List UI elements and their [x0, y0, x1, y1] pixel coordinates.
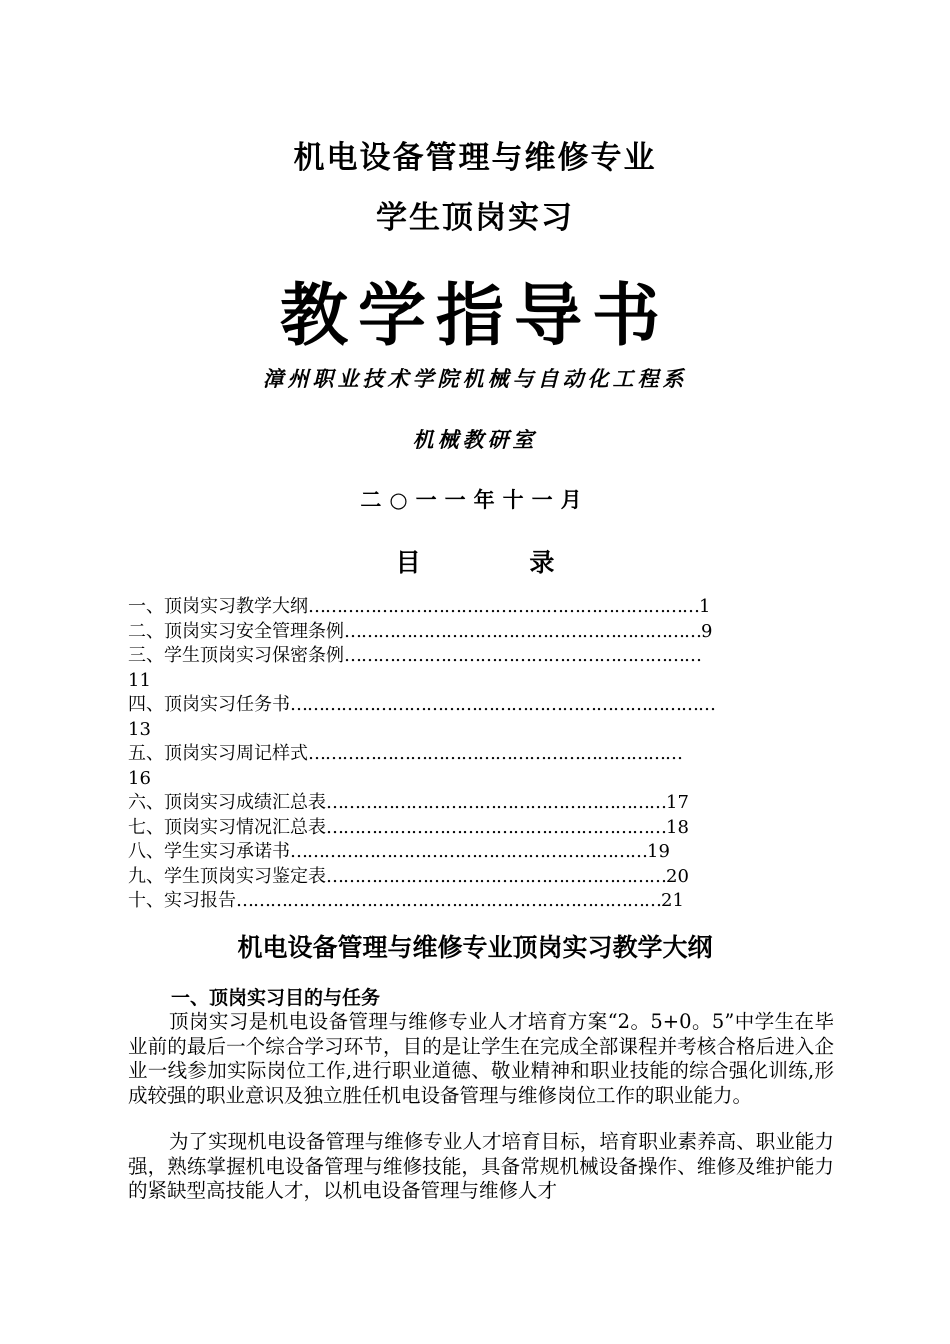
- body-paragraph: 顶岗实习是机电设备管理与维修专业人才培育方案“2。5+0。5”中学生在毕业前的最后一个综合学习环节，目的是让学生在完成全部课程并考核合格后进入企业一线参加实际岗位工作,进行职业道德、敬业精神和职业技能的综合强化训练,形成较强的职业意识及独立胜任机电设备管理与维修岗位工作的职业能力。: [128, 1010, 834, 1108]
- toc-entry-label: 一、顶岗实习教学大纲: [128, 596, 308, 617]
- toc-entry-leader: ………………………………………………………: [290, 841, 647, 862]
- toc-entry[interactable]: [128, 644, 828, 693]
- cover-title-line2: 学生顶岗实习: [376, 200, 574, 236]
- toc-entry-label: 六、顶岗实习成绩汇总表: [128, 792, 326, 813]
- toc-entry[interactable]: [128, 889, 828, 914]
- toc-entry-label: 三、学生顶岗实习保密条例: [128, 645, 344, 666]
- outline-title: 机电设备管理与维修专业顶岗实习教学大纲: [237, 933, 713, 962]
- toc-entry-label: 九、学生顶岗实习鉴定表: [128, 865, 326, 887]
- toc-entry-label: 四、顶岗实习任务书: [128, 694, 290, 715]
- toc-entry[interactable]: [128, 816, 828, 841]
- toc-entry-page: 11: [128, 669, 151, 691]
- toc-entry-page: 21: [661, 890, 684, 911]
- toc-heading: 目 录: [395, 548, 605, 577]
- toc-entry-label: 二、顶岗实习安全管理条例: [128, 620, 344, 642]
- toc-entry-leader: …………………………………………………………: [308, 743, 682, 764]
- toc-entry-leader: ……………………………………………………: [326, 865, 666, 887]
- cover-organization: 漳州职业技术学院机械与自动化工程系: [262, 366, 688, 391]
- toc-entry-label: 五、顶岗实习周记样式: [128, 743, 308, 764]
- toc-entry-page: 9: [701, 620, 713, 642]
- table-of-contents: [128, 595, 828, 914]
- toc-entry-page: 16: [128, 767, 151, 789]
- toc-entry-label: 十、实习报告: [128, 890, 236, 911]
- toc-entry[interactable]: [128, 595, 828, 620]
- cover-title-line1: 机电设备管理与维修专业: [293, 140, 657, 176]
- toc-entry-leader: ……………………………………………………………: [308, 596, 699, 617]
- toc-entry-page: 13: [128, 718, 151, 740]
- toc-entry[interactable]: [128, 840, 828, 865]
- toc-entry-label: 八、学生实习承诺书: [128, 841, 290, 862]
- toc-entry-label: 七、顶岗实习情况汇总表: [128, 816, 326, 838]
- toc-entry[interactable]: [128, 620, 828, 645]
- toc-entry-leader: ………………………………………………………: [344, 620, 701, 642]
- toc-entry[interactable]: [128, 693, 828, 742]
- toc-entry[interactable]: [128, 742, 828, 791]
- toc-entry-page: 18: [666, 816, 689, 838]
- toc-entry-page: 19: [647, 841, 670, 862]
- toc-entry-page: 1: [699, 596, 711, 617]
- toc-entry-leader: ……………………………………………………: [326, 816, 666, 838]
- toc-entry-leader: …………………………………………………………………: [236, 890, 661, 911]
- section-heading: 一、顶岗实习目的与任务: [171, 987, 381, 1009]
- toc-entry-leader: ………………………………………………………: [344, 645, 701, 666]
- toc-entry-page: 20: [666, 865, 689, 887]
- cover-main-title: 教学指导书: [279, 277, 670, 356]
- toc-entry-leader: ……………………………………………………: [326, 792, 666, 813]
- toc-entry[interactable]: [128, 791, 828, 816]
- toc-entry[interactable]: [128, 865, 828, 890]
- cover-department: 机械教研室: [412, 427, 538, 452]
- toc-entry-page: 17: [666, 792, 689, 813]
- cover-date: 二○一一年十一月: [360, 487, 590, 512]
- body-paragraph: 为了实现机电设备管理与维修专业人才培育目标，培育职业素养高、职业能力强，熟练掌握机电设备管理与维修技能，具备常规机械设备操作、维修及维护能力的紧缺型高技能人才，以机电设备管理与维修人才: [128, 1130, 834, 1203]
- toc-entry-leader: …………………………………………………………………: [290, 694, 715, 715]
